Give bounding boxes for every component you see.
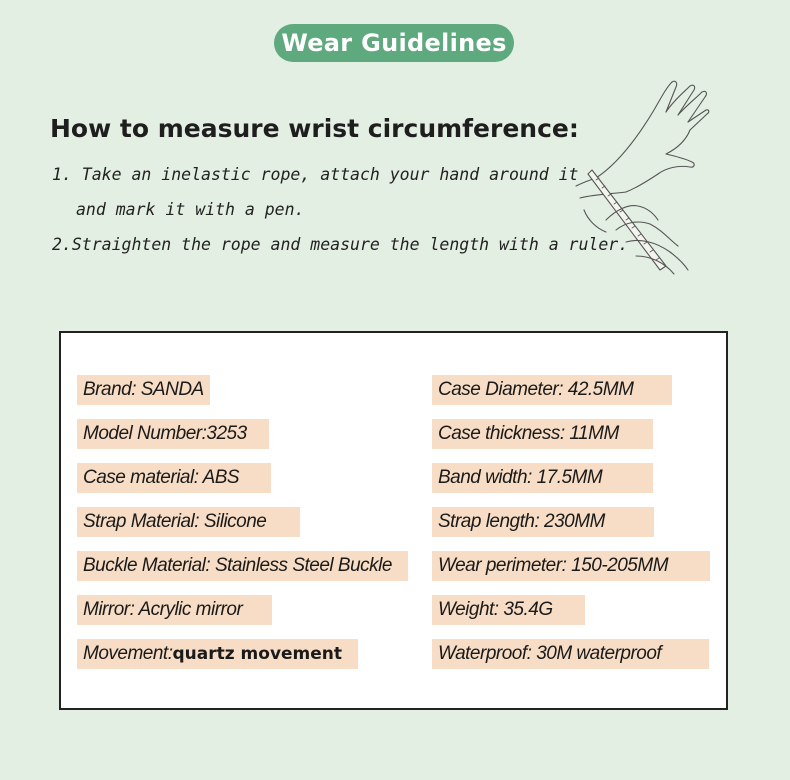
wear-guidelines-title: Wear Guidelines <box>274 24 514 62</box>
measure-heading: How to measure wrist circumference: <box>50 114 579 143</box>
step-2: 2.Straighten the rope and measure the length with a ruler. <box>52 235 629 254</box>
spec-waterproof: Waterproof: 30M waterproof <box>432 639 709 669</box>
spec-movement-value: quartz movement <box>172 644 343 664</box>
spec-model-number: Model Number:3253 <box>77 419 269 449</box>
spec-wear-perimeter: Wear perimeter: 150-205MM <box>432 551 710 581</box>
spec-case-thickness: Case thickness: 11MM <box>432 419 653 449</box>
spec-strap-length: Strap length: 230MM <box>432 507 654 537</box>
spec-case-diameter: Case Diameter: 42.5MM <box>432 375 672 405</box>
specifications-panel <box>59 331 728 710</box>
spec-movement-label: Movement: <box>83 643 173 664</box>
step-1-line-2: and mark it with a pen. <box>76 200 305 219</box>
spec-strap-material: Strap Material: Silicone <box>77 507 300 537</box>
hand-measuring-wrist-icon <box>566 70 716 285</box>
spec-case-material: Case material: ABS <box>77 463 271 493</box>
spec-brand: Brand: SANDA <box>77 375 210 405</box>
spec-mirror: Mirror: Acrylic mirror <box>77 595 272 625</box>
spec-movement <box>77 639 358 669</box>
step-1-line-1: 1. Take an inelastic rope, attach your hand around it <box>52 165 579 184</box>
spec-band-width: Band width: 17.5MM <box>432 463 653 493</box>
spec-buckle-material: Buckle Material: Stainless Steel Buckle <box>77 551 408 581</box>
spec-weight: Weight: 35.4G <box>432 595 585 625</box>
